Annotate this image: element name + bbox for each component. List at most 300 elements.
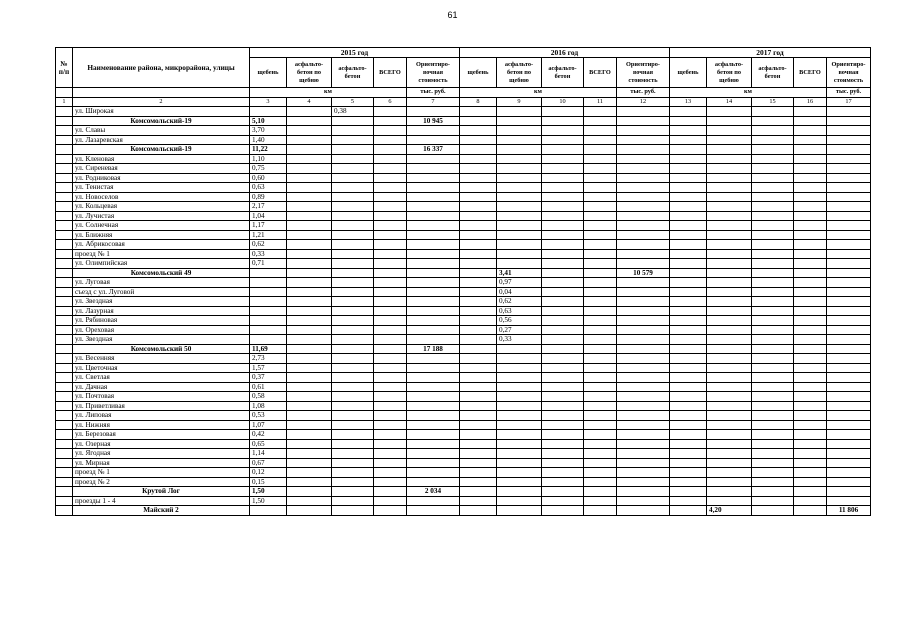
cost-cell xyxy=(827,449,871,459)
cost-cell xyxy=(827,259,871,269)
length-cell xyxy=(584,468,617,478)
row-name: ул. Мирная xyxy=(73,458,250,468)
length-cell xyxy=(707,335,752,345)
length-cell xyxy=(497,458,542,468)
district-row xyxy=(56,344,871,354)
length-cell xyxy=(374,496,407,506)
row-number-cell xyxy=(56,363,73,373)
row-number-cell xyxy=(56,487,73,497)
length-cell: 1,08 xyxy=(250,401,287,411)
street-row xyxy=(56,382,871,392)
length-cell xyxy=(497,363,542,373)
length-cell xyxy=(584,477,617,487)
length-cell xyxy=(374,392,407,402)
length-cell: 2,73 xyxy=(250,354,287,364)
length-cell xyxy=(250,306,287,316)
length-cell xyxy=(794,249,827,259)
length-cell xyxy=(542,107,584,117)
length-cell xyxy=(332,420,374,430)
length-cell xyxy=(250,287,287,297)
length-cell xyxy=(584,335,617,345)
length-cell xyxy=(584,506,617,516)
row-number-cell xyxy=(56,164,73,174)
unit-km: км xyxy=(460,88,617,98)
length-cell xyxy=(584,392,617,402)
length-cell xyxy=(707,221,752,231)
length-cell xyxy=(542,335,584,345)
length-cell xyxy=(707,401,752,411)
column-number: 9 xyxy=(497,97,542,107)
cost-cell xyxy=(617,240,670,250)
length-cell xyxy=(497,496,542,506)
length-cell xyxy=(374,183,407,193)
length-cell xyxy=(542,363,584,373)
length-cell xyxy=(707,420,752,430)
length-cell xyxy=(584,420,617,430)
length-cell xyxy=(752,477,794,487)
length-cell xyxy=(287,268,332,278)
length-cell xyxy=(287,126,332,136)
length-cell xyxy=(670,373,707,383)
length-cell xyxy=(752,335,794,345)
cost-cell xyxy=(407,373,460,383)
header-year-2017: 2017 год xyxy=(670,48,871,58)
length-cell xyxy=(374,116,407,126)
length-cell xyxy=(752,449,794,459)
length-cell: 3,41 xyxy=(497,268,542,278)
subheader-cell: ВСЕГО xyxy=(374,58,407,88)
length-cell xyxy=(584,363,617,373)
length-cell xyxy=(707,449,752,459)
length-cell xyxy=(287,430,332,440)
length-cell: 1,21 xyxy=(250,230,287,240)
length-cell xyxy=(374,221,407,231)
row-number-cell xyxy=(56,401,73,411)
length-cell xyxy=(794,354,827,364)
row-number-cell xyxy=(56,278,73,288)
cost-cell xyxy=(617,420,670,430)
length-cell xyxy=(670,354,707,364)
length-cell xyxy=(584,259,617,269)
length-cell xyxy=(752,382,794,392)
length-cell xyxy=(460,496,497,506)
length-cell xyxy=(707,382,752,392)
length-cell xyxy=(460,430,497,440)
length-cell xyxy=(707,287,752,297)
subheader-cell: Ориентиро-вочная стоимость xyxy=(617,58,670,88)
length-cell xyxy=(332,401,374,411)
length-cell xyxy=(497,439,542,449)
length-cell: 0,63 xyxy=(250,183,287,193)
cost-cell xyxy=(827,487,871,497)
length-cell xyxy=(287,363,332,373)
length-cell xyxy=(374,154,407,164)
length-cell xyxy=(752,458,794,468)
cost-cell xyxy=(407,392,460,402)
length-cell xyxy=(460,230,497,240)
subheader-cell: асфальто-бетон xyxy=(332,58,374,88)
row-number-cell xyxy=(56,506,73,516)
cost-cell xyxy=(617,173,670,183)
length-cell xyxy=(250,268,287,278)
length-cell xyxy=(497,487,542,497)
row-name: ул. Звездная xyxy=(73,335,250,345)
length-cell xyxy=(374,401,407,411)
column-number: 16 xyxy=(794,97,827,107)
length-cell xyxy=(670,477,707,487)
length-cell xyxy=(584,202,617,212)
length-cell xyxy=(542,135,584,145)
length-cell xyxy=(287,325,332,335)
length-cell xyxy=(670,306,707,316)
subheader-cell: Ориентиро-вочная стоимость xyxy=(407,58,460,88)
length-cell xyxy=(752,306,794,316)
row-number-cell xyxy=(56,306,73,316)
district-row xyxy=(56,506,871,516)
cost-cell xyxy=(617,259,670,269)
length-cell: 0,97 xyxy=(497,278,542,288)
length-cell xyxy=(707,392,752,402)
length-cell xyxy=(584,278,617,288)
length-cell xyxy=(707,373,752,383)
row-number-cell xyxy=(56,154,73,164)
cost-cell xyxy=(407,316,460,326)
subheader-cell: щебень xyxy=(250,58,287,88)
cost-cell xyxy=(827,192,871,202)
length-cell xyxy=(460,335,497,345)
length-cell xyxy=(542,164,584,174)
length-cell xyxy=(794,392,827,402)
length-cell xyxy=(707,496,752,506)
length-cell xyxy=(460,382,497,392)
cost-cell: 16 337 xyxy=(407,145,460,155)
cost-cell xyxy=(617,363,670,373)
length-cell xyxy=(460,487,497,497)
row-name: ул. Березовая xyxy=(73,430,250,440)
length-cell xyxy=(584,316,617,326)
length-cell xyxy=(794,325,827,335)
length-cell xyxy=(752,192,794,202)
length-cell xyxy=(584,135,617,145)
cost-cell: 2 034 xyxy=(407,487,460,497)
length-cell xyxy=(670,268,707,278)
unit-km: км xyxy=(670,88,827,98)
length-cell xyxy=(287,373,332,383)
row-number-cell xyxy=(56,192,73,202)
length-cell xyxy=(670,287,707,297)
length-cell xyxy=(460,259,497,269)
street-row xyxy=(56,325,871,335)
row-name: ул. Светлая xyxy=(73,373,250,383)
length-cell xyxy=(794,259,827,269)
cost-cell xyxy=(617,430,670,440)
row-name: ул. Ягодная xyxy=(73,449,250,459)
cost-cell xyxy=(827,401,871,411)
length-cell xyxy=(497,401,542,411)
length-cell xyxy=(374,439,407,449)
row-number-cell xyxy=(56,411,73,421)
length-cell xyxy=(287,344,332,354)
length-cell xyxy=(752,325,794,335)
length-cell: 1,10 xyxy=(250,154,287,164)
length-cell xyxy=(707,164,752,174)
length-cell xyxy=(752,116,794,126)
cost-cell xyxy=(827,268,871,278)
length-cell xyxy=(374,240,407,250)
length-cell xyxy=(584,116,617,126)
length-cell xyxy=(707,344,752,354)
length-cell xyxy=(670,107,707,117)
length-cell xyxy=(584,240,617,250)
length-cell xyxy=(250,325,287,335)
unit-km: км xyxy=(250,88,407,98)
length-cell xyxy=(332,221,374,231)
row-name: Комсомольский-19 xyxy=(73,145,250,155)
length-cell xyxy=(670,211,707,221)
length-cell: 1,57 xyxy=(250,363,287,373)
length-cell xyxy=(584,230,617,240)
length-cell xyxy=(584,126,617,136)
length-cell xyxy=(584,192,617,202)
cost-cell xyxy=(827,411,871,421)
length-cell xyxy=(542,249,584,259)
length-cell xyxy=(752,297,794,307)
length-cell xyxy=(287,335,332,345)
length-cell xyxy=(250,297,287,307)
cost-cell xyxy=(617,249,670,259)
length-cell xyxy=(794,126,827,136)
cost-cell xyxy=(617,392,670,402)
row-number-cell xyxy=(56,211,73,221)
row-name: Майский 2 xyxy=(73,506,250,516)
length-cell xyxy=(374,192,407,202)
length-cell xyxy=(374,382,407,392)
cost-cell xyxy=(617,344,670,354)
length-cell xyxy=(460,164,497,174)
row-name: ул. Луговая xyxy=(73,278,250,288)
length-cell xyxy=(752,363,794,373)
length-cell xyxy=(584,164,617,174)
street-row xyxy=(56,126,871,136)
length-cell xyxy=(460,287,497,297)
length-cell xyxy=(497,468,542,478)
length-cell xyxy=(542,420,584,430)
length-cell xyxy=(287,192,332,202)
cost-cell xyxy=(617,411,670,421)
cost-cell xyxy=(827,382,871,392)
cost-cell xyxy=(617,335,670,345)
cost-cell: 17 188 xyxy=(407,344,460,354)
row-name: ул. Тенистая xyxy=(73,183,250,193)
row-number-cell xyxy=(56,496,73,506)
cost-cell xyxy=(407,439,460,449)
length-cell xyxy=(584,325,617,335)
length-cell xyxy=(287,154,332,164)
cost-cell xyxy=(407,230,460,240)
length-cell xyxy=(497,249,542,259)
length-cell xyxy=(374,506,407,516)
length-cell: 0,15 xyxy=(250,477,287,487)
cost-cell xyxy=(827,107,871,117)
row-number-cell xyxy=(56,420,73,430)
street-row xyxy=(56,183,871,193)
length-cell xyxy=(374,363,407,373)
length-cell: 1,14 xyxy=(250,449,287,459)
length-cell xyxy=(497,221,542,231)
length-cell xyxy=(287,468,332,478)
cost-cell xyxy=(407,107,460,117)
length-cell xyxy=(332,496,374,506)
length-cell xyxy=(460,135,497,145)
length-cell xyxy=(287,173,332,183)
cost-cell xyxy=(617,192,670,202)
length-cell xyxy=(460,344,497,354)
header-number: № п/п xyxy=(56,48,73,88)
length-cell xyxy=(794,468,827,478)
length-cell xyxy=(794,316,827,326)
length-cell xyxy=(332,192,374,202)
length-cell xyxy=(794,107,827,117)
row-name: ул. Кленовая xyxy=(73,154,250,164)
length-cell xyxy=(497,154,542,164)
length-cell xyxy=(542,259,584,269)
length-cell xyxy=(794,240,827,250)
cost-cell xyxy=(617,211,670,221)
length-cell xyxy=(752,316,794,326)
street-row xyxy=(56,335,871,345)
length-cell xyxy=(287,221,332,231)
cost-cell xyxy=(407,335,460,345)
length-cell xyxy=(460,477,497,487)
length-cell xyxy=(794,411,827,421)
page-number: 61 xyxy=(447,10,458,20)
length-cell xyxy=(542,126,584,136)
cost-cell xyxy=(827,344,871,354)
unit-cost: тыс. руб. xyxy=(407,88,460,98)
road-works-table xyxy=(55,47,871,516)
row-number-cell xyxy=(56,135,73,145)
length-cell xyxy=(460,107,497,117)
column-number: 12 xyxy=(617,97,670,107)
length-cell xyxy=(670,278,707,288)
length-cell xyxy=(287,202,332,212)
cost-cell xyxy=(617,164,670,174)
row-name: проезд № 1 xyxy=(73,468,250,478)
length-cell xyxy=(794,278,827,288)
cost-cell xyxy=(827,278,871,288)
length-cell xyxy=(670,363,707,373)
length-cell xyxy=(670,335,707,345)
length-cell xyxy=(460,192,497,202)
street-row xyxy=(56,363,871,373)
length-cell xyxy=(287,506,332,516)
length-cell xyxy=(497,382,542,392)
length-cell xyxy=(374,164,407,174)
row-number-cell xyxy=(56,287,73,297)
length-cell xyxy=(542,145,584,155)
street-row xyxy=(56,192,871,202)
length-cell xyxy=(287,278,332,288)
cost-cell xyxy=(407,458,460,468)
column-number: 8 xyxy=(460,97,497,107)
length-cell xyxy=(584,487,617,497)
length-cell xyxy=(670,202,707,212)
length-cell xyxy=(332,135,374,145)
street-row xyxy=(56,430,871,440)
length-cell xyxy=(584,221,617,231)
street-row xyxy=(56,458,871,468)
length-cell xyxy=(332,116,374,126)
length-cell xyxy=(460,249,497,259)
length-cell xyxy=(542,306,584,316)
cost-cell xyxy=(407,477,460,487)
row-number-cell xyxy=(56,382,73,392)
length-cell xyxy=(497,164,542,174)
row-name: ул. Новоселов xyxy=(73,192,250,202)
cost-cell xyxy=(407,496,460,506)
length-cell xyxy=(374,344,407,354)
length-cell xyxy=(707,116,752,126)
length-cell xyxy=(460,154,497,164)
length-cell xyxy=(374,306,407,316)
cost-cell xyxy=(827,496,871,506)
length-cell xyxy=(670,116,707,126)
length-cell xyxy=(670,382,707,392)
length-cell xyxy=(584,401,617,411)
length-cell xyxy=(584,449,617,459)
length-cell xyxy=(670,259,707,269)
cost-cell xyxy=(827,392,871,402)
length-cell xyxy=(752,344,794,354)
length-cell xyxy=(752,135,794,145)
length-cell xyxy=(707,249,752,259)
column-number: 11 xyxy=(584,97,617,107)
unit-cost: тыс. руб. xyxy=(827,88,871,98)
row-name: съезд с ул. Луговой xyxy=(73,287,250,297)
length-cell xyxy=(584,306,617,316)
length-cell xyxy=(460,363,497,373)
length-cell xyxy=(542,430,584,440)
length-cell: 0,71 xyxy=(250,259,287,269)
length-cell xyxy=(670,154,707,164)
row-name: ул. Ближняя xyxy=(73,230,250,240)
cost-cell xyxy=(617,449,670,459)
length-cell xyxy=(670,468,707,478)
length-cell xyxy=(752,202,794,212)
length-cell xyxy=(707,354,752,364)
length-cell xyxy=(584,297,617,307)
length-cell xyxy=(584,145,617,155)
row-name: Комсомольский 50 xyxy=(73,344,250,354)
row-number-cell xyxy=(56,173,73,183)
cost-cell: 10 945 xyxy=(407,116,460,126)
length-cell: 0,38 xyxy=(332,107,374,117)
cost-cell xyxy=(827,306,871,316)
length-cell xyxy=(670,145,707,155)
length-cell xyxy=(707,297,752,307)
length-cell xyxy=(332,278,374,288)
street-row xyxy=(56,107,871,117)
length-cell xyxy=(794,154,827,164)
column-number: 13 xyxy=(670,97,707,107)
length-cell xyxy=(460,297,497,307)
length-cell xyxy=(287,230,332,240)
length-cell xyxy=(752,240,794,250)
length-cell xyxy=(332,487,374,497)
length-cell xyxy=(542,221,584,231)
length-cell xyxy=(707,268,752,278)
length-cell xyxy=(497,240,542,250)
